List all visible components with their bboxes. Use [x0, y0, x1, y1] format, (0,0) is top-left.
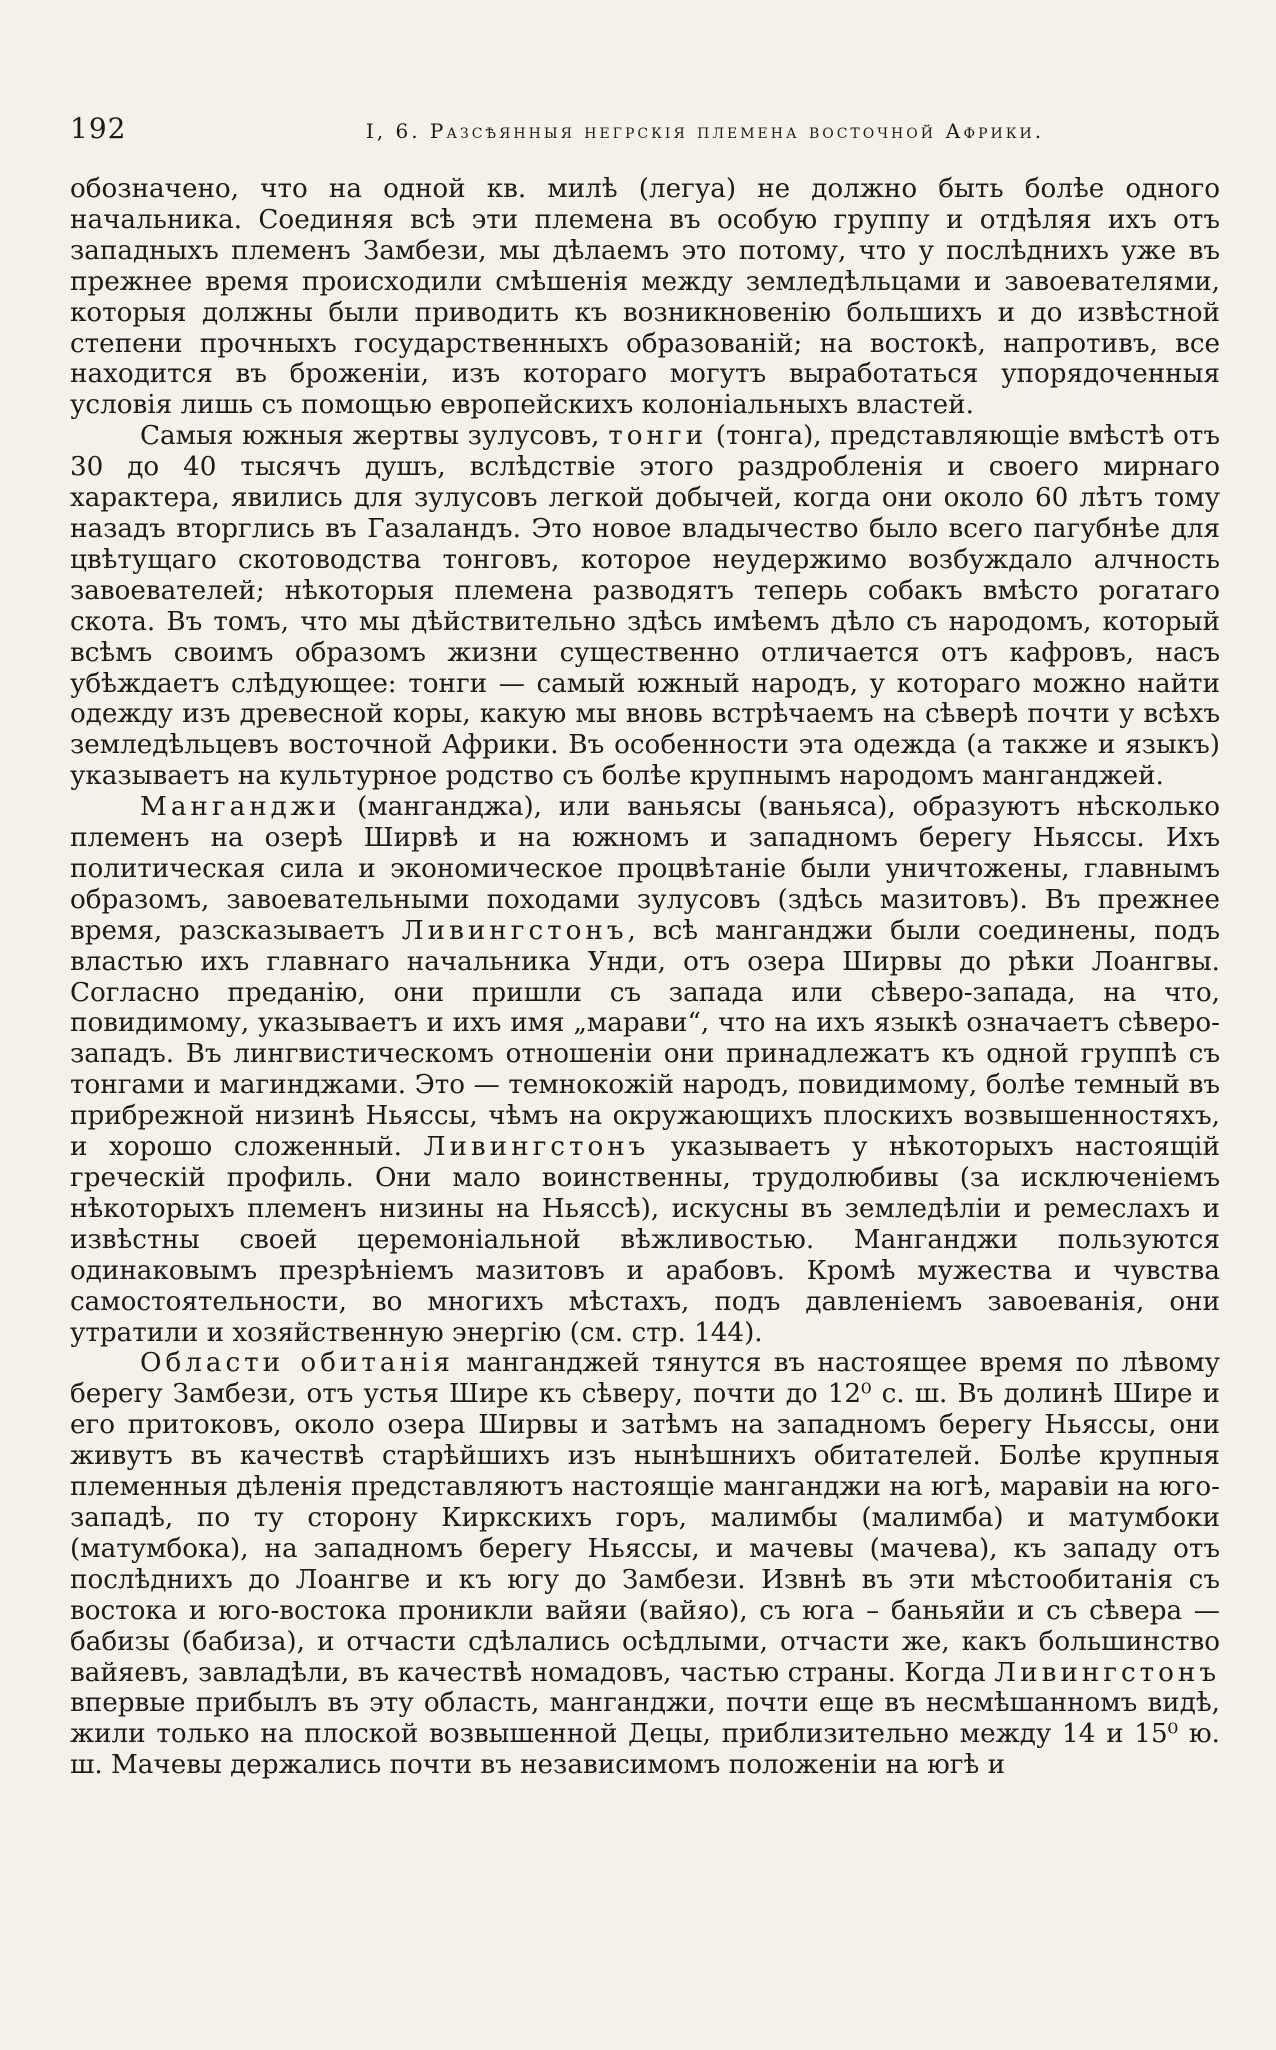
spaced-name: Ливингстонъ: [423, 1132, 650, 1163]
spaced-name: Ливингстонъ: [994, 1657, 1220, 1688]
text-run: (тонга), представляющіе вмѣстѣ отъ 30 до 40 тысячъ душъ, вслѣдствіе этого раздробленія и своего мирнаго характера, явились для зулусовъ легкой добычей, когда они около 60 лѣтъ тому назадъ вторглись въ Газаландъ. Это новое владычество было всего пагубнѣе для цвѣтущаго скотоводства тонговъ, которое неудержимо возбуждало алчность завоевателей; нѣкоторыя племена разводятъ теперь собакъ вмѣсто рогатаго скота. Въ томъ, что мы дѣйствительно здѣсь имѣемъ дѣло съ народомъ, который всѣмъ своимъ образомъ жизни существенно отличается отъ кафровъ, насъ убѣждаетъ слѣдующее: тонги — самый южный народъ, у котораго можно найти одежду изъ древесной коры, какую мы вновь встрѣчаемъ на сѣверѣ почти у всѣхъ земледѣльцевъ восточной Африки. Въ особенности эта одежда (а также и языкъ) указываетъ на культурное родство съ болѣе крупнымъ народомъ манганджей.: [70, 421, 1220, 792]
spaced-name: тонги: [608, 421, 708, 452]
running-title: I, 6. Разсѣянныя негрскія племена восточной Африки.: [365, 119, 1045, 143]
spaced-name: Манганджи: [140, 792, 341, 823]
page-number: 192: [70, 112, 127, 145]
paragraph: [70, 174, 1220, 421]
page-header: [70, 112, 1220, 160]
spaced-name: Области обитанія: [140, 1348, 454, 1379]
text-run: впервые прибылъ въ эту область, манганджи, почти еще въ несмѣшанномъ видѣ, жили только на плоской возвышенной Децы, приблизительно между 14 и 15⁰ ю. ш. Мачевы держались почти въ независимомъ положеніи на югѣ и: [70, 1688, 1220, 1781]
text-run: Самыя южныя жертвы зулусовъ,: [140, 421, 609, 452]
text-run: , всѣ манганджи были соединены, подъ властью ихъ главнаго начальника Унди, отъ озера Ширвы до рѣки Лоангвы. Согласно преданію, они пришли съ запада или сѣверо-запада, на что, повидимому, указываетъ и ихъ имя „марави“, что на ихъ языкѣ означаетъ сѣверо-западъ. Въ лингвистическомъ отношеніи они принадлежатъ къ одной группѣ съ тонгами и магинджами. Это — темнокожій народъ, повидимому, болѣе темный въ прибрежной низинѣ Ньяссы, чѣмъ на окружающихъ плоскихъ возвышенностяхъ, и хорошо сложенный.: [70, 915, 1220, 1163]
text-run: манганджей тянутся въ настоящее время по лѣвому берегу Замбези, отъ устья Шире къ сѣверу, почти до 12⁰ с. ш. Въ долинѣ Шире и его притоковъ, около озера Ширвы и затѣмъ на западномъ берегу Ньяссы, они живутъ въ качествѣ старѣйшихъ изъ нынѣшнихъ обитателей. Болѣе крупныя племенныя дѣленія представляютъ настоящіе манганджи на югѣ, маравіи на юго-западѣ, по ту сторону Киркскихъ горъ, малимбы (малимба) и матумбоки (матумбока), на западномъ берегу Ньяссы, и мачевы (мачева), къ западу отъ послѣднихъ до Лоангве и къ югу до Замбези. Извнѣ въ эти мѣстообитанія съ востока и юго-востока проникли вайяи (вайяо), съ юга – баньяйи и съ сѣвера — бабизы (бабиза), и отчасти сдѣлались осѣдлыми, отчасти же, какъ большинство вайяевъ, завладѣли, въ качествѣ номадовъ, частью страны. Когда: [70, 1348, 1220, 1688]
text-run: обозначено, что на одной кв. милѣ (легуа) не должно быть болѣе одного начальника. Соединяя всѣ эти племена въ особую группу и отдѣляя ихъ отъ западныхъ племенъ Замбези, мы дѣлаемъ это потому, что у послѣднихъ уже въ прежнее время происходили смѣшенія между земледѣльцами и завоевателями, которыя должны были приводить къ возникновенію большихъ и до извѣстной степени прочныхъ государственныхъ образованій; на востокѣ, напротивъ, все находится въ броженіи, изъ котораго могутъ выработаться упорядоченныя условія лишь съ помощью европейскихъ колоніальныхъ властей.: [70, 174, 1220, 421]
paragraph: [70, 1348, 1220, 1781]
paragraph: [70, 421, 1220, 792]
spaced-name: Ливингстонъ: [401, 915, 628, 946]
paragraph: [70, 792, 1220, 1348]
body-text: [70, 174, 1220, 1781]
text-run: (манганджа), или ваньясы (ваньяса), образуютъ нѣсколько племенъ на озерѣ Ширвѣ и на южномъ и западномъ берегу Ньяссы. Ихъ политическая сила и экономическое процвѣтаніе были уничтожены, главнымъ образомъ, завоевательными походами зулусовъ (здѣсь мазитовъ). Въ прежнее время, разсказываетъ: [70, 792, 1220, 946]
text-run: указываетъ у нѣкоторыхъ настоящій греческій профиль. Они мало воинственны, трудолюбивы (за исключеніемъ нѣкоторыхъ племенъ низины на Ньяссѣ), искусны въ земледѣліи и ремеслахъ и извѣстны своей церемоніальной вѣжливостью. Манганджи пользуются одинаковымъ презрѣніемъ мазитовъ и арабовъ. Кромѣ мужества и чувства самостоятельности, во многихъ мѣстахъ, подъ давленіемъ завоеванія, они утратили и хозяйственную энергію (см. стр. 144).: [70, 1132, 1220, 1348]
